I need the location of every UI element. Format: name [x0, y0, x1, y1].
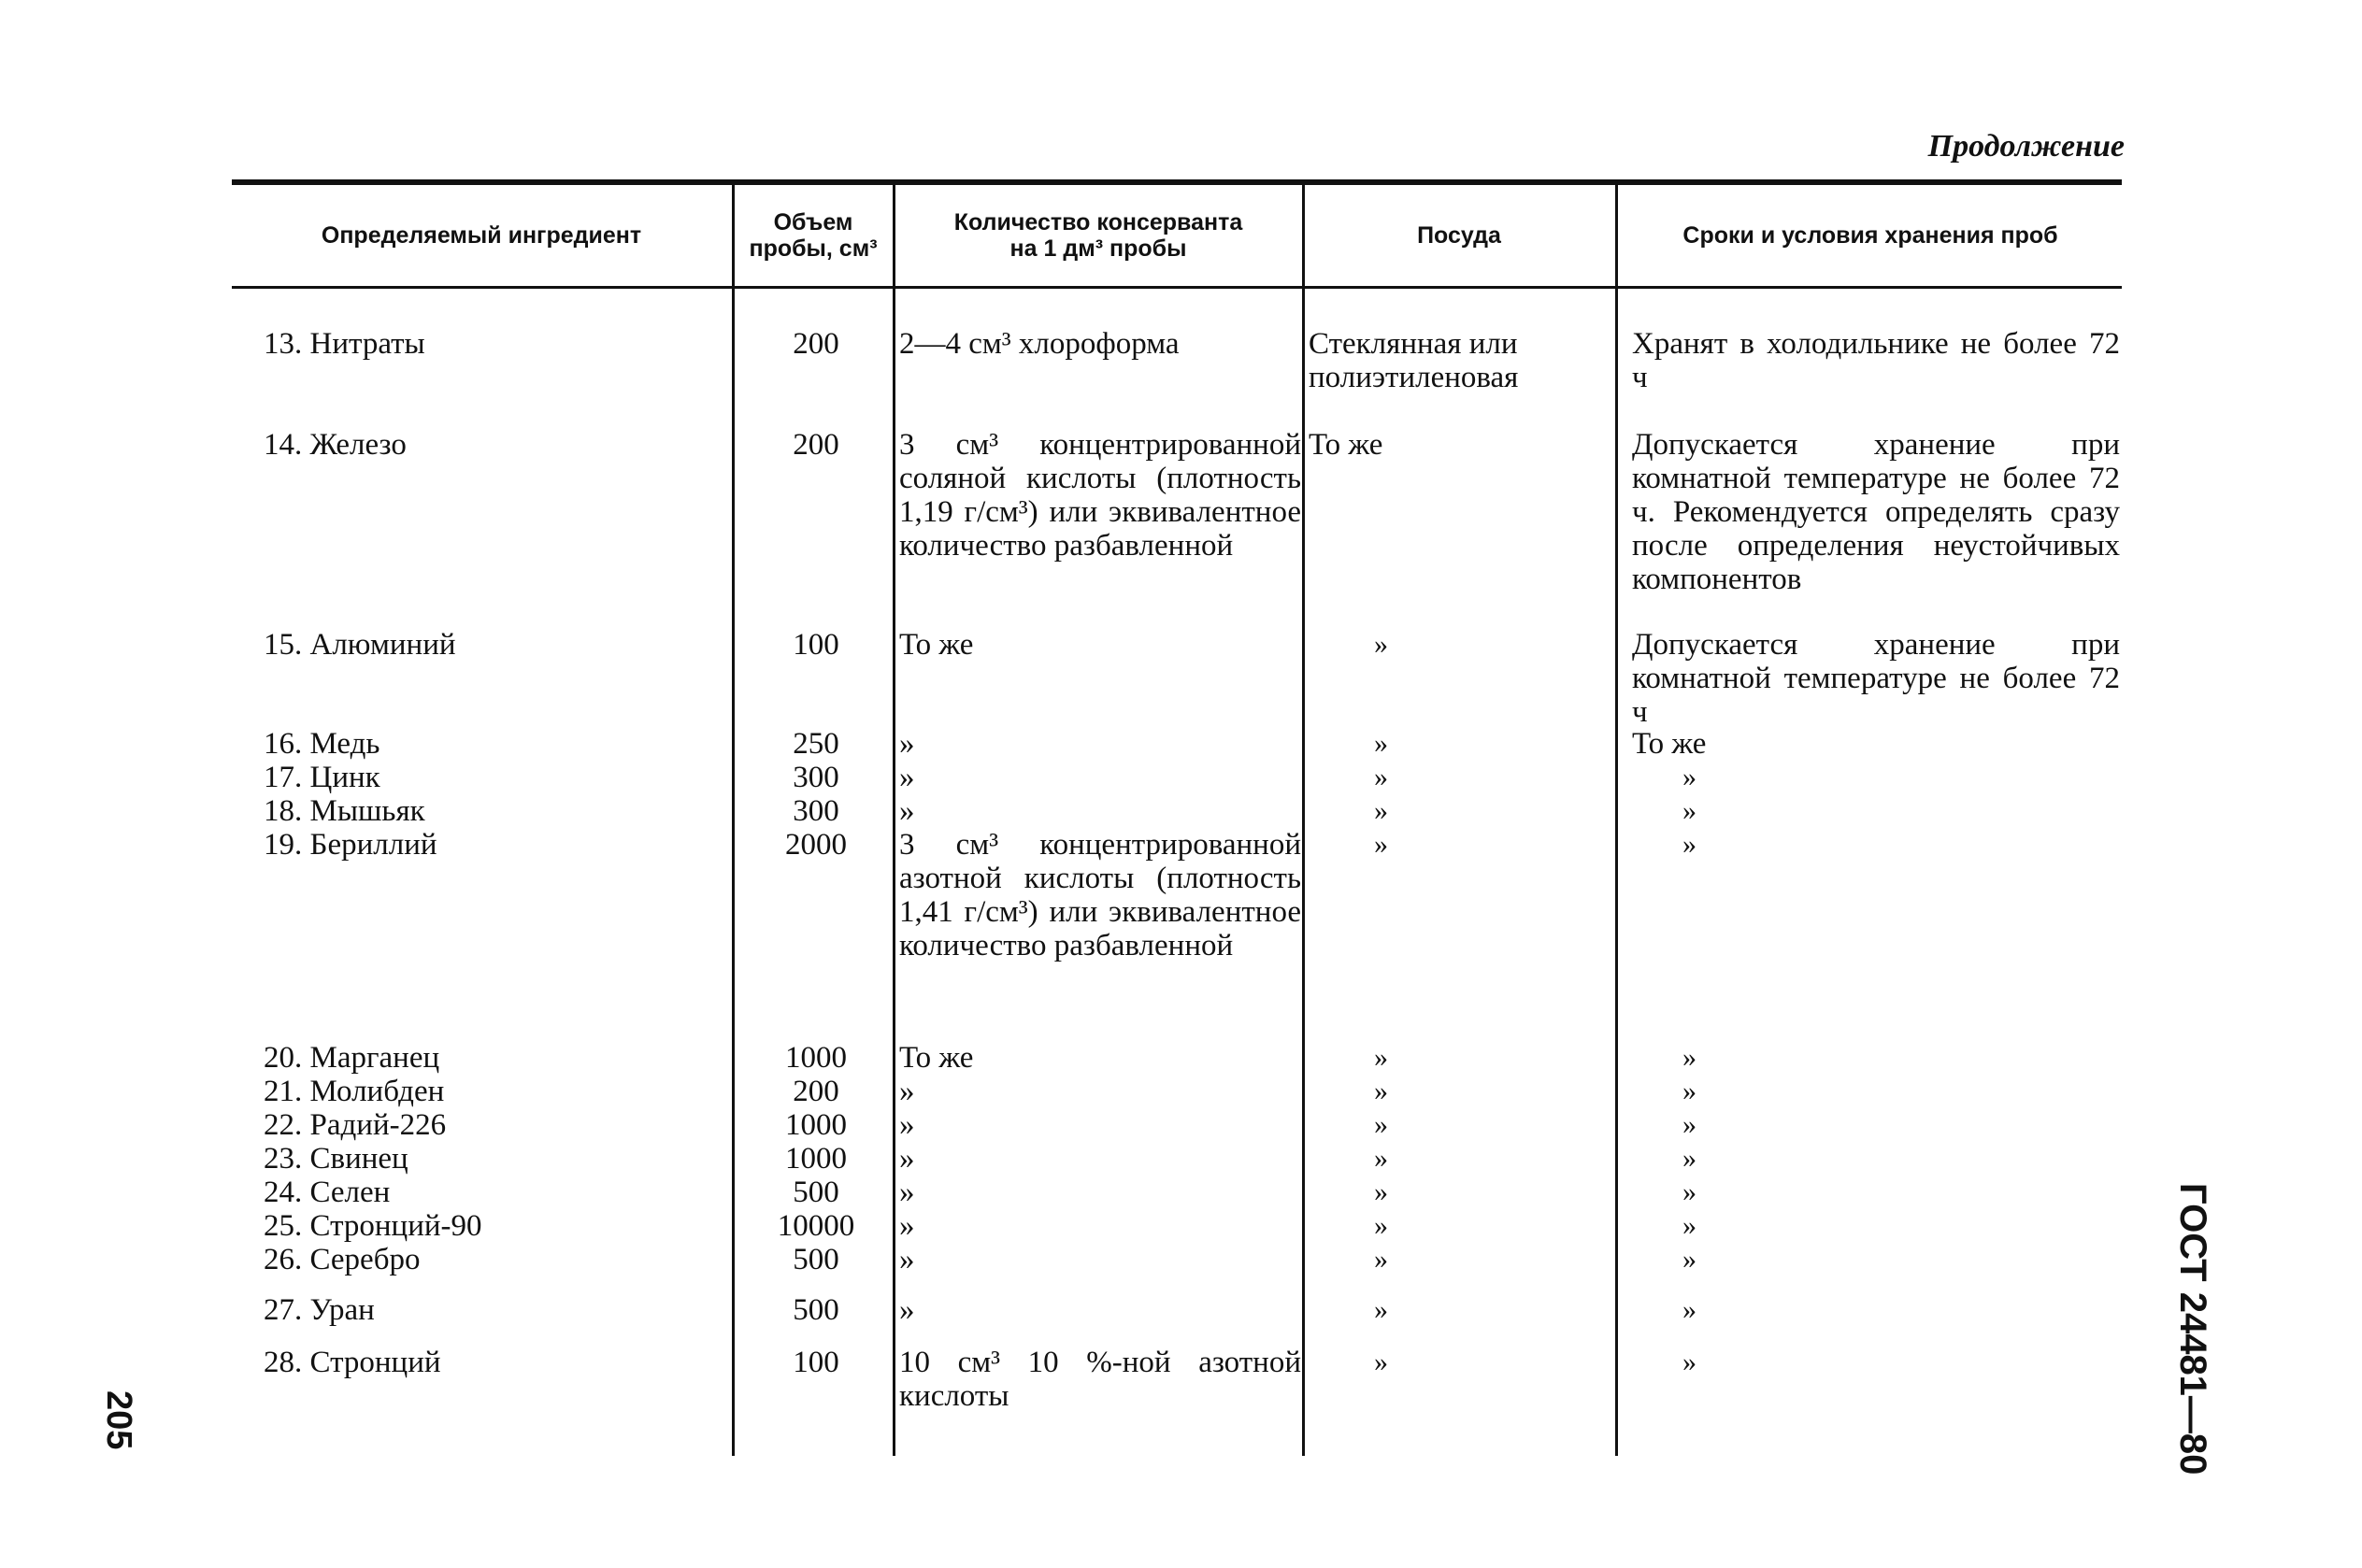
storage-cell: »: [1682, 1076, 1696, 1106]
volume-cell: 1000: [785, 1041, 847, 1075]
volume-cell: 200: [793, 327, 839, 361]
storage-cell: Хранят в холодильнике не более 72 ч: [1632, 327, 2120, 394]
dishes-cell: То же: [1309, 428, 1383, 462]
dishes-cell: »: [1374, 1210, 1388, 1241]
column-divider: [732, 185, 735, 1456]
volume-cell: 10000: [777, 1209, 855, 1243]
ingredient-cell: 22. Радий-226: [264, 1108, 447, 1142]
volume-cell: 500: [793, 1293, 839, 1327]
dishes-cell: »: [1374, 1076, 1388, 1106]
preservative-cell: »: [899, 1176, 915, 1209]
preservative-cell: »: [899, 1293, 915, 1327]
ingredient-cell: 18. Мышьяк: [264, 794, 425, 828]
ingredient-cell: 17. Цинк: [264, 761, 380, 794]
ingredient-cell: 19. Бериллий: [264, 828, 437, 862]
storage-cell: »: [1682, 1042, 1696, 1073]
volume-cell: 200: [793, 428, 839, 462]
header-ingredient: Определяемый ингредиент: [321, 222, 642, 249]
ingredient-cell: 26. Серебро: [264, 1243, 421, 1276]
preservative-cell: 3 см³ концентрированной соляной кислоты (плотность 1,19 г/см³) или эквивалентное количество разбавленной: [899, 428, 1301, 563]
preservative-cell: »: [899, 1209, 915, 1243]
storage-cell: »: [1682, 795, 1696, 826]
volume-cell: 500: [793, 1176, 839, 1209]
ingredient-cell: 23. Свинец: [264, 1142, 408, 1176]
ingredient-cell: 24. Селен: [264, 1176, 391, 1209]
header-volume: Объем пробы, см³: [749, 209, 878, 262]
dishes-cell: »: [1374, 1347, 1388, 1377]
ingredient-cell: 13. Нитраты: [264, 327, 425, 361]
continuation-label: Продолжение: [1927, 129, 2125, 164]
volume-cell: 300: [793, 761, 839, 794]
preservative-cell: »: [899, 1142, 915, 1176]
dishes-cell: »: [1374, 795, 1388, 826]
storage-cell: »: [1682, 1244, 1696, 1275]
volume-cell: 1000: [785, 1142, 847, 1176]
preservative-cell: »: [899, 727, 915, 761]
dishes-cell: »: [1374, 1143, 1388, 1174]
preservative-cell: 2—4 см³ хлороформа: [899, 327, 1180, 361]
header-preservative: Количество консерванта на 1 дм³ пробы: [953, 209, 1243, 262]
table-header-rule: [232, 286, 2122, 289]
storage-cell: То же: [1632, 727, 1707, 761]
volume-cell: 500: [793, 1243, 839, 1276]
storage-cell: »: [1682, 1210, 1696, 1241]
ingredient-cell: 21. Молибден: [264, 1075, 445, 1108]
storage-cell: Допускается хранение при комнатной температуре не более 72 ч. Рекомендуется определять сразу после определения неустойчивых компонентов: [1632, 428, 2120, 596]
storage-cell: »: [1682, 1176, 1696, 1207]
dishes-cell: »: [1374, 1176, 1388, 1207]
volume-cell: 2000: [785, 828, 847, 862]
preservative-cell: »: [899, 1108, 915, 1142]
volume-cell: 250: [793, 727, 839, 761]
preservative-cell: »: [899, 1075, 915, 1108]
dishes-cell: »: [1374, 829, 1388, 860]
ingredient-cell: 27. Уран: [264, 1293, 375, 1327]
preservative-cell: То же: [899, 1041, 974, 1075]
dishes-cell: »: [1374, 1109, 1388, 1140]
dishes-cell: »: [1374, 629, 1388, 660]
volume-cell: 1000: [785, 1108, 847, 1142]
storage-cell: »: [1682, 1347, 1696, 1377]
page-number: 205: [99, 1390, 138, 1450]
dishes-cell: Стеклянная или полиэтиленовая: [1309, 327, 1519, 394]
preservative-cell: »: [899, 1243, 915, 1276]
ingredient-cell: 15. Алюминий: [264, 628, 456, 662]
storage-cell: »: [1682, 1109, 1696, 1140]
dishes-cell: »: [1374, 762, 1388, 792]
dishes-cell: »: [1374, 1294, 1388, 1325]
document-code: ГОСТ 24481—80: [2172, 1183, 2213, 1475]
storage-cell: »: [1682, 1143, 1696, 1174]
storage-cell: Допускается хранение при комнатной температуре не более 72 ч: [1632, 628, 2120, 729]
dishes-cell: »: [1374, 1244, 1388, 1275]
dishes-cell: »: [1374, 1042, 1388, 1073]
preservative-cell: »: [899, 761, 915, 794]
storage-cell: »: [1682, 829, 1696, 860]
volume-cell: 100: [793, 1346, 839, 1379]
header-dishes: Посуда: [1417, 222, 1501, 249]
dishes-cell: »: [1374, 728, 1388, 759]
header-storage: Сроки и условия хранения проб: [1682, 222, 2058, 249]
volume-cell: 300: [793, 794, 839, 828]
ingredient-cell: 20. Марганец: [264, 1041, 440, 1075]
ingredient-cell: 28. Стронций: [264, 1346, 441, 1379]
ingredient-cell: 14. Железо: [264, 428, 407, 462]
preservative-cell: »: [899, 794, 915, 828]
volume-cell: 200: [793, 1075, 839, 1108]
ingredient-cell: 25. Стронций-90: [264, 1209, 482, 1243]
ingredient-cell: 16. Медь: [264, 727, 380, 761]
storage-cell: »: [1682, 1294, 1696, 1325]
column-divider: [1615, 185, 1618, 1456]
volume-cell: 100: [793, 628, 839, 662]
preservative-cell: 3 см³ концентрированной азотной кислоты (плотность 1,41 г/см³) или эквивалентное количество разбавленной: [899, 828, 1301, 962]
column-divider: [1302, 185, 1305, 1456]
storage-cell: »: [1682, 762, 1696, 792]
preservative-cell: 10 см³ 10 %-ной азотной кислоты: [899, 1346, 1301, 1413]
preservative-cell: То же: [899, 628, 974, 662]
